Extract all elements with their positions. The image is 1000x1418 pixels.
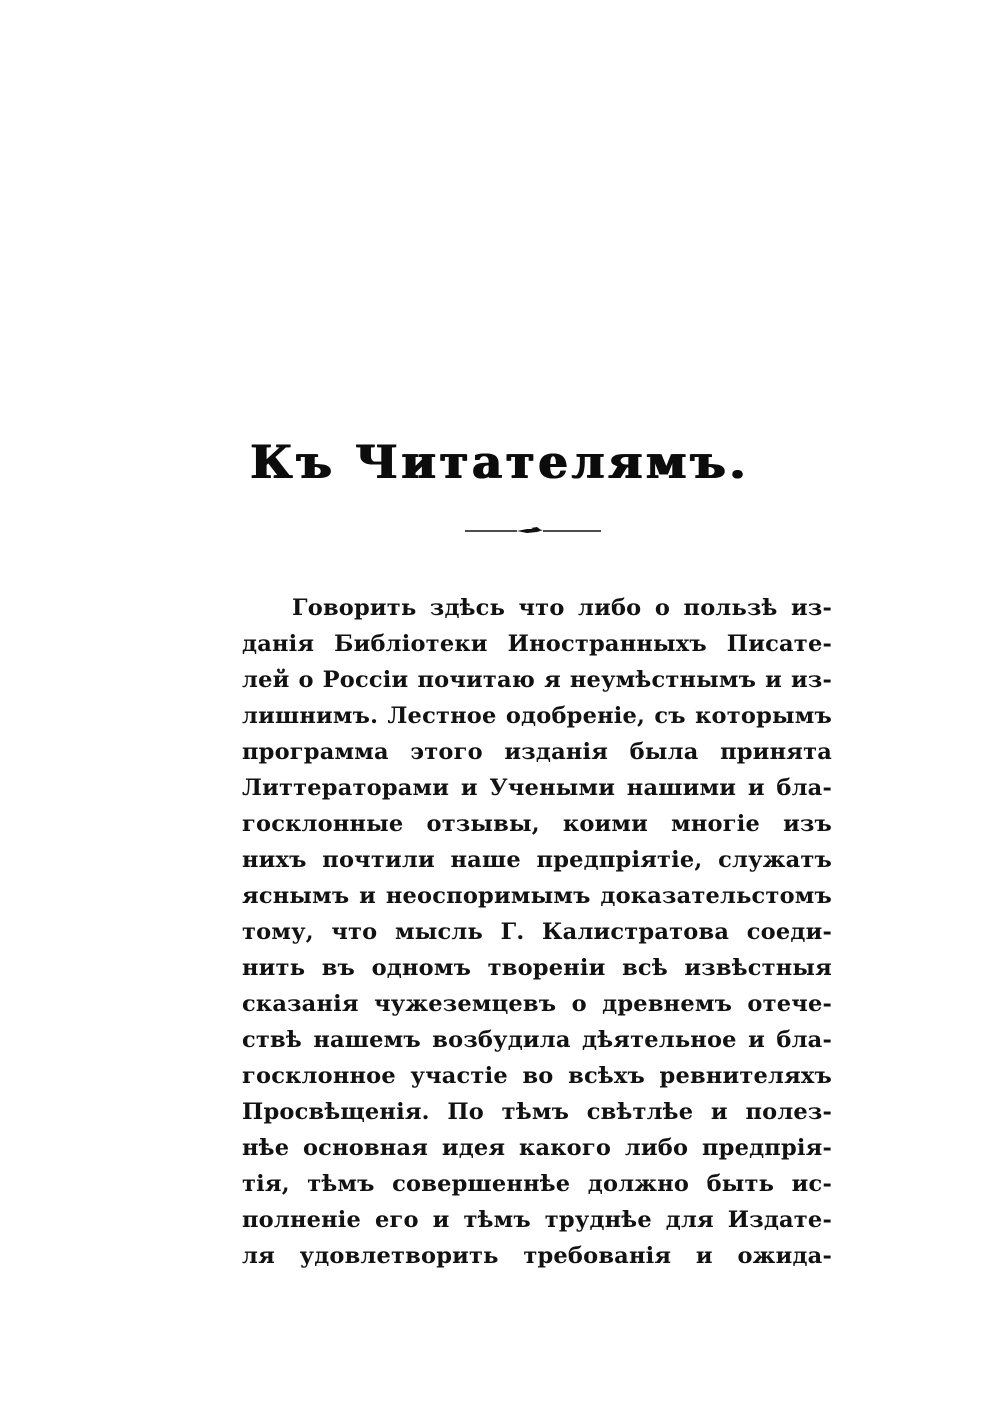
text-line: госклонное участіе во всѣхъ ревнителяхъ (242, 1063, 832, 1089)
text-line: нить въ одномъ твореніи всѣ извѣстныя (242, 955, 832, 981)
text-line: сказанія чужеземцевъ о древнемъ отече- (242, 991, 832, 1017)
text-line: тому, что мысль Г. Калистратова соеди- (242, 919, 832, 945)
text-line: ля удовлетворить требованія и ожида- (242, 1243, 832, 1269)
ornament-divider (465, 524, 601, 538)
text-line: Литтераторами и Учеными нашими и бла- (242, 775, 832, 801)
text-line: лишнимъ. Лестное одобреніе, съ которымъ (242, 703, 832, 729)
text-line: программа этого изданія была принята (242, 739, 832, 765)
text-line: Просвѣщенія. По тѣмъ свѣтлѣе и полез- (242, 1099, 832, 1125)
text-line: ствѣ нашемъ возбудила дѣятельное и бла- (242, 1027, 832, 1053)
text-line: лей о Россіи почитаю я неумѣстнымъ и из- (242, 667, 832, 693)
page-title: Къ Читателямъ. (250, 435, 750, 489)
text-line: госклонные отзывы, коими многіе изъ (242, 811, 832, 837)
text-line: полненіе его и тѣмъ труднѣе для Издате- (242, 1207, 832, 1233)
text-line: нѣе основная идея какого либо предпрія- (242, 1135, 832, 1161)
text-line: данія Библіотеки Иностранныхъ Писате- (242, 631, 832, 657)
text-line: нихъ почтили наше предпріятіе, служатъ (242, 847, 832, 873)
text-line: тія, тѣмъ совершеннѣе должно быть ис- (242, 1171, 832, 1197)
text-line: яснымъ и неоспоримымъ доказательстомъ (242, 883, 832, 909)
body-text (242, 590, 832, 1274)
text-line: Говорить здѣсь что либо о пользѣ из- (292, 595, 832, 621)
